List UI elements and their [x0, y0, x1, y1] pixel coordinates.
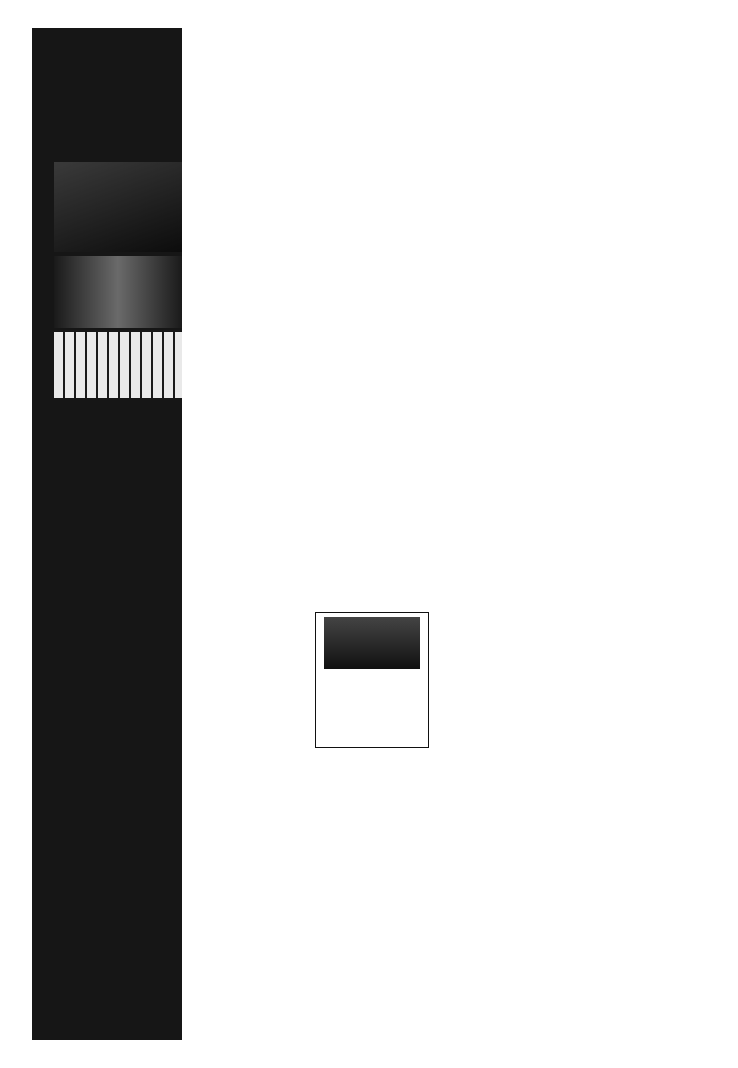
advertisement — [315, 612, 429, 748]
intro-box — [48, 738, 174, 752]
piano-keys-photo — [54, 332, 182, 398]
flute-photo — [54, 256, 182, 328]
ad-organ-image — [324, 617, 420, 669]
violin-photo — [54, 162, 182, 252]
